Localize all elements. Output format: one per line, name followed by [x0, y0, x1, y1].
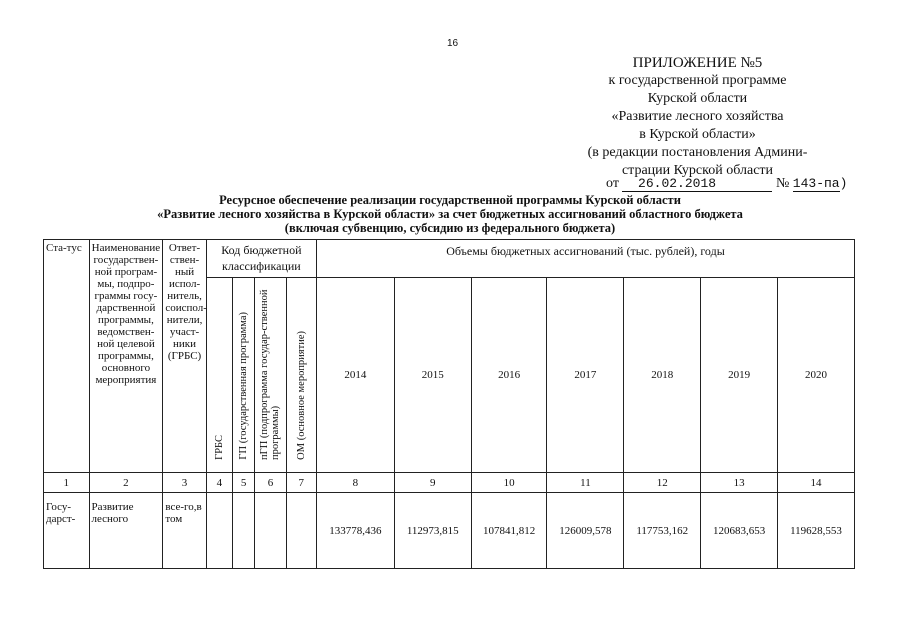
page-number: 16: [447, 38, 459, 49]
header-name: Наименование государствен-ной програм-мы, подпро-граммы госу-дарственной программы, ведомствен-ной целевой программы, основного мероприятия: [89, 240, 163, 473]
column-number: 9: [394, 473, 471, 493]
column-number: 10: [471, 473, 547, 493]
row-grbs: [206, 493, 232, 569]
column-number: 3: [163, 473, 206, 493]
row-gp: [233, 493, 255, 569]
budget-table: [43, 239, 855, 569]
header-volumes-group: Объемы бюджетных ассигнований (тыс. рублей), годы: [316, 240, 854, 278]
number-suffix: ): [839, 176, 848, 191]
column-number: 5: [233, 473, 255, 493]
date-prefix: от: [606, 176, 619, 191]
row-status: Госу-дарст-: [44, 493, 90, 569]
appendix-line: страции Курской области: [621, 163, 774, 178]
row-pgp: [255, 493, 286, 569]
column-number: 4: [206, 473, 232, 493]
column-number: 6: [255, 473, 286, 493]
row-om: [286, 493, 316, 569]
header-year: 2017: [547, 278, 624, 473]
row-value: 133778,436: [316, 493, 394, 569]
row-value: 117753,162: [624, 493, 701, 569]
header-year: 2020: [778, 278, 855, 473]
column-number: 1: [44, 473, 90, 493]
header-year: 2016: [471, 278, 547, 473]
header-year: 2018: [624, 278, 701, 473]
column-number: 14: [778, 473, 855, 493]
header-year: 2015: [394, 278, 471, 473]
header-gp: ГП (государственная программа): [233, 278, 255, 473]
row-value: 112973,815: [394, 493, 471, 569]
header-executor: Ответ-ствен-ный испол-нитель, соиспол-нители, участ-ники (ГРБС): [163, 240, 206, 473]
header-year: 2014: [316, 278, 394, 473]
row-value: 126009,578: [547, 493, 624, 569]
title-line-3: (включая субвенцию, субсидию из федерального бюджета): [284, 221, 616, 235]
column-number: 2: [89, 473, 163, 493]
column-number-row: [44, 473, 855, 493]
header-grbs: ГРБС: [206, 278, 232, 473]
appendix-line: (в редакции постановления Админи-: [587, 145, 808, 160]
row-value: 119628,553: [778, 493, 855, 569]
row-value: 120683,653: [701, 493, 778, 569]
header-om: ОМ (основное мероприятие): [286, 278, 316, 473]
appendix-date-line: [606, 176, 847, 192]
appendix-line: к государственной программе: [608, 73, 787, 88]
appendix-number: 143-па: [792, 176, 840, 191]
appendix-line: Курской области: [647, 91, 748, 106]
appendix-line: ПРИЛОЖЕНИЕ №5: [632, 55, 763, 71]
appendix-block: [560, 54, 835, 180]
header-status: Ста-тус: [44, 240, 90, 473]
column-number: 11: [547, 473, 624, 493]
table-row: [44, 493, 855, 569]
row-name: Развитие лесного: [89, 493, 163, 569]
appendix-line: в Курской области»: [639, 127, 756, 142]
title-line-2: «Развитие лесного хозяйства в Курской области» за счет бюджетных ассигнований областного бюджета: [157, 207, 743, 221]
appendix-date: 26.02.2018: [622, 176, 772, 192]
row-value: 107841,812: [471, 493, 547, 569]
header-code-group: Код бюджетной классификации: [206, 240, 316, 278]
column-number: 13: [701, 473, 778, 493]
header-year: 2019: [701, 278, 778, 473]
column-number: 8: [316, 473, 394, 493]
number-prefix: №: [775, 176, 790, 191]
row-executor: все-го,в том: [163, 493, 206, 569]
column-number: 7: [286, 473, 316, 493]
document-title: [100, 193, 800, 235]
title-line-1: Ресурсное обеспечение реализации государственной программы Курской области: [219, 193, 681, 207]
header-pgp: пГП (подпрограмма государ-ственной программы): [255, 278, 286, 473]
appendix-line: «Развитие лесного хозяйства: [611, 109, 784, 124]
column-number: 12: [624, 473, 701, 493]
